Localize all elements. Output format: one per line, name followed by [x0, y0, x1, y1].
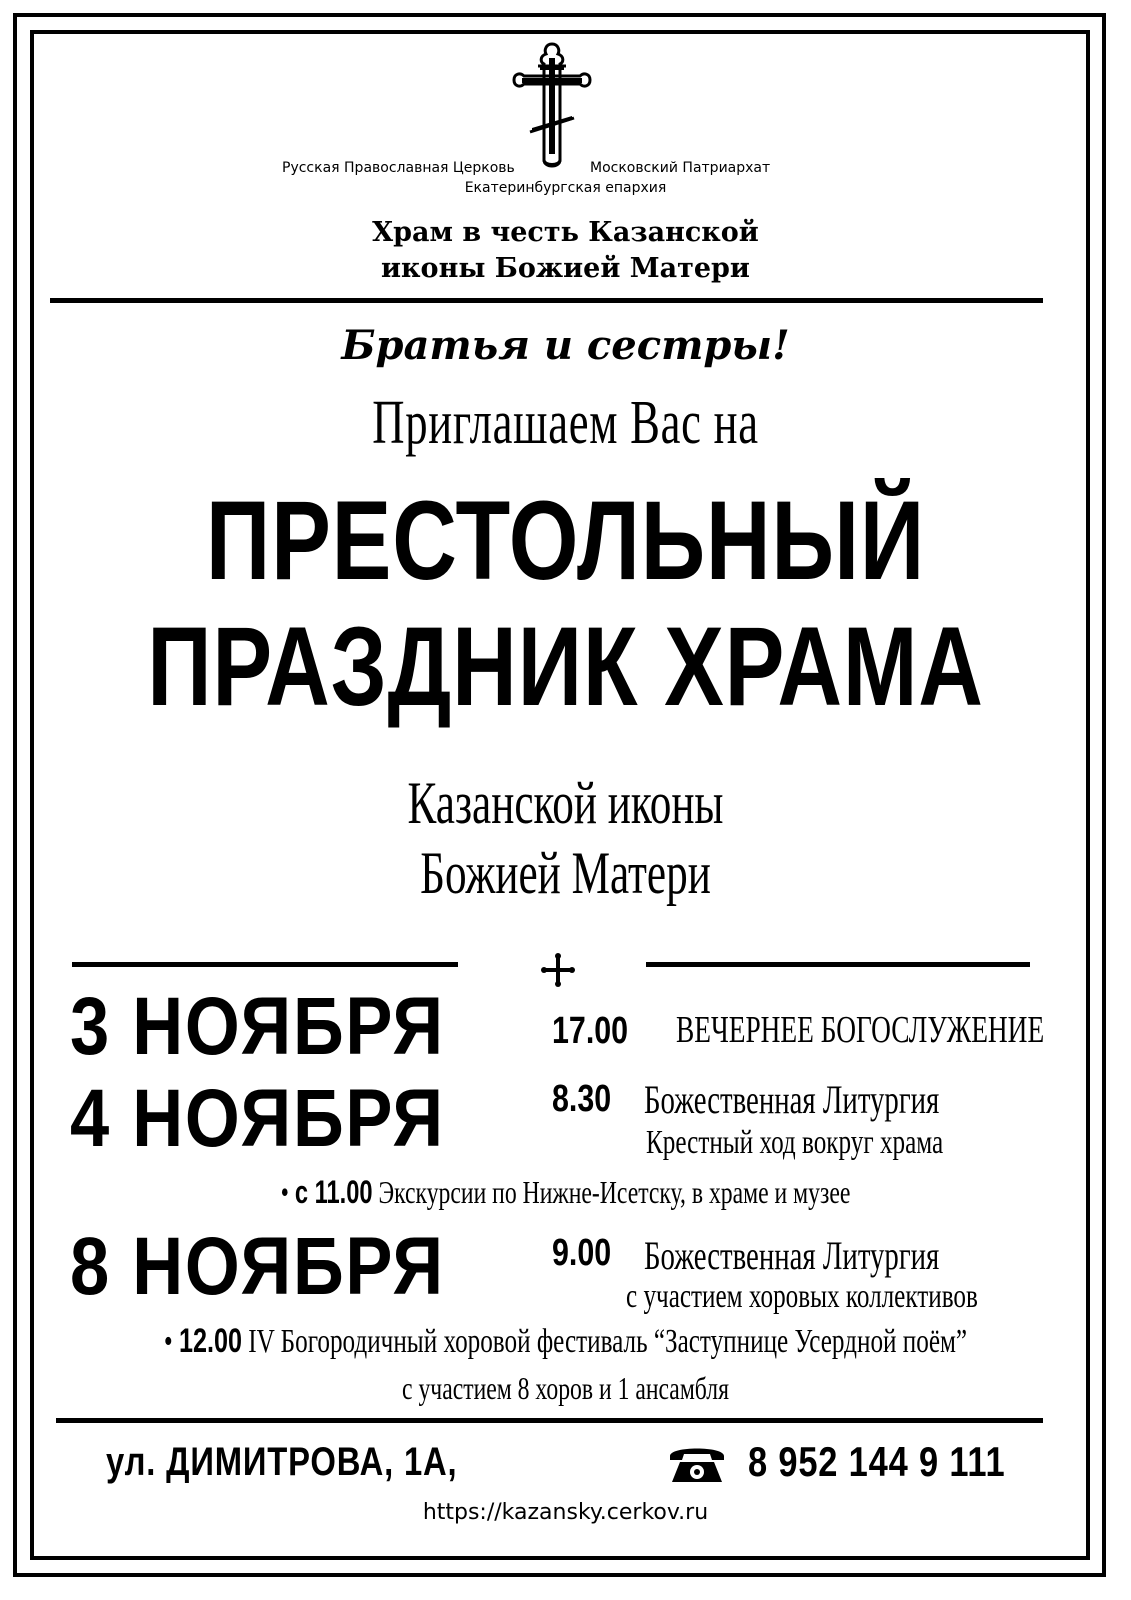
address: ул. ДИМИТРОВА, 1А,	[106, 1440, 458, 1484]
website-link[interactable]: https://kazansky.cerkov.ru	[422, 1500, 709, 1525]
time-day1: 17.00	[552, 1010, 629, 1052]
headline-line2: ПРАЗДНИК ХРАМА	[147, 604, 984, 729]
diocese-name: Екатеринбургская епархия	[464, 180, 667, 196]
event-day1: ВЕЧЕРНЕЕ БОГОСЛУЖЕНИЕ	[676, 1009, 1045, 1051]
schedule-divider-right	[646, 962, 1030, 967]
event-day2-extra: Крестный ход вокруг храма	[646, 1124, 944, 1161]
church-name: Русская Православная Церковь	[282, 160, 515, 176]
header-divider	[50, 298, 1043, 303]
telephone-icon	[666, 1442, 728, 1486]
date-day1: 3 НОЯБРЯ	[70, 981, 445, 1072]
event-day2: Божественная Литургия	[644, 1077, 940, 1122]
note-day3-line2: с участием 8 хоров и 1 ансамбля	[402, 1370, 729, 1406]
footer-divider	[56, 1418, 1043, 1423]
subtitle-line1: Казанской иконы	[407, 770, 724, 836]
date-day2: 4 НОЯБРЯ	[70, 1073, 445, 1164]
temple-name-line2: иконы Божией Матери	[381, 253, 750, 284]
note-day2-time: с 11.00	[294, 1174, 373, 1210]
note-day2-text: Экскурсии по Нижне-Исетску, в храме и музее	[378, 1174, 851, 1210]
invite-text: Приглашаем Вас на	[372, 389, 759, 457]
note-day3	[147, 1322, 984, 1361]
schedule-divider-left	[72, 962, 458, 967]
patriarchate-name: Московский Патриархат	[590, 160, 771, 176]
bullet: •	[163, 1323, 173, 1360]
note-day2	[147, 1174, 984, 1211]
event-day3: Божественная Литургия	[644, 1233, 940, 1278]
headline-line1: ПРЕСТОЛЬНЫЙ	[205, 478, 926, 603]
subtitle-line2: Божией Матери	[420, 840, 711, 906]
date-day3: 8 НОЯБРЯ	[70, 1221, 445, 1312]
note-day3-text: IV Богородичный хоровой фестиваль “Заступнице Усердной поём”	[248, 1323, 968, 1360]
temple-name-line1: Храм в честь Казанской	[372, 217, 759, 248]
greeting: Братья и сестры!	[341, 322, 790, 369]
orthodox-cross-icon	[510, 40, 594, 170]
bullet: •	[280, 1174, 289, 1210]
ornament-cross-icon	[540, 952, 576, 988]
event-day3-extra: с участием хоровых коллективов	[626, 1278, 978, 1315]
time-day2: 8.30	[552, 1078, 612, 1120]
time-day3: 9.00	[552, 1232, 612, 1274]
phone-number[interactable]: 8 952 144 9 111	[748, 1438, 1006, 1485]
note-day3-time: 12.00	[179, 1322, 242, 1360]
